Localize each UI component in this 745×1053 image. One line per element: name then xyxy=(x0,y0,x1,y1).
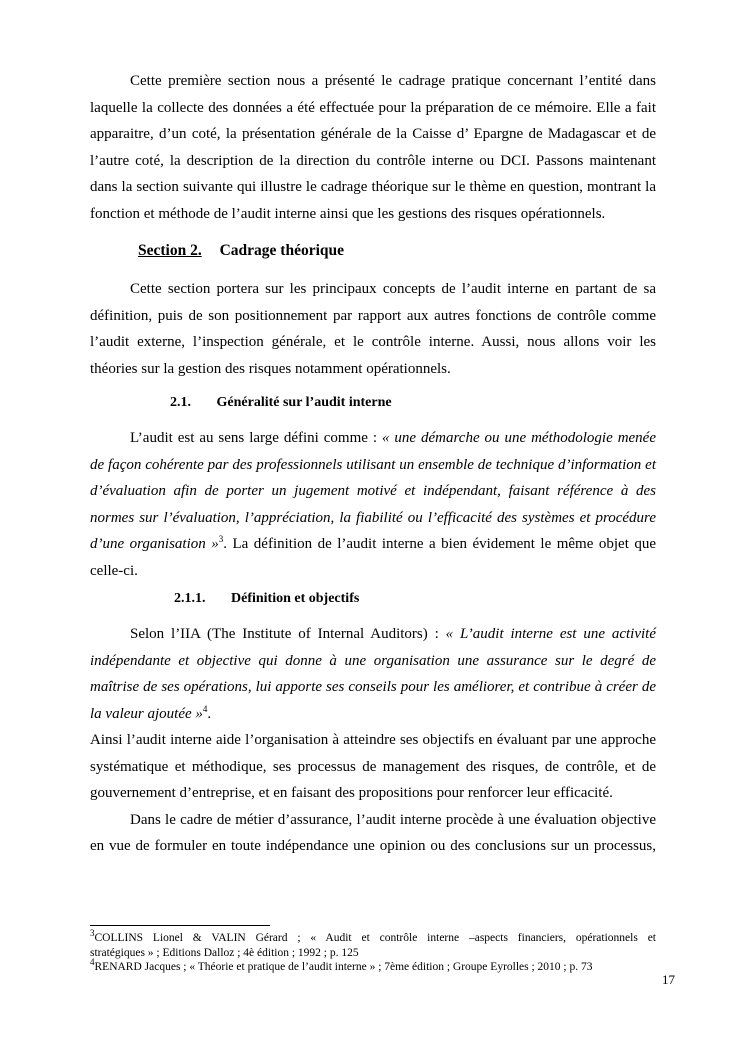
quote-text: « une démarche ou une méthodologie menée xyxy=(381,430,656,446)
footnote-line: stratégiques » ; Editions Dalloz ; 4è édition ; 1992 ; p. 125 xyxy=(90,946,359,959)
text-line: définition, puis de son positionnement par rapport aux autres fonctions de contrôle comme xyxy=(90,307,656,324)
footnote-separator xyxy=(90,925,270,926)
subsubsection-title: Définition et objectifs xyxy=(231,591,360,606)
section-title: Cadrage théorique xyxy=(219,242,345,259)
text-line: de façon cohérente par des professionnels utilisant un ensemble de technique d’information et xyxy=(90,456,656,473)
footnote-line: $^3$COLLINS Lionel & VALIN Gérard ; « Audit et contrôle interne –aspects financiers, opérationnels et xyxy=(90,928,656,944)
quote-text: « L’audit interne est une activité xyxy=(445,626,656,642)
plain-text: Selon l’IIA (The Institute of Internal Auditors) : xyxy=(130,626,446,642)
text-line: théories sur la gestion des risques notamment opérationnels. xyxy=(90,360,451,377)
section-number: Section 2. xyxy=(138,242,202,259)
s211-paragraph xyxy=(90,621,656,860)
quote-text: la valeur ajoutée » xyxy=(90,705,203,722)
subsection-title: Généralité sur l’audit interne xyxy=(216,395,392,410)
footnote xyxy=(90,957,656,975)
section-heading xyxy=(138,242,344,260)
text-line: maîtrise de ses opérations, lui apporte ses conseils pour les améliorer, et contribue à créer de xyxy=(90,679,656,695)
text-line xyxy=(90,425,656,452)
footnote xyxy=(90,928,656,960)
subsubsection-heading xyxy=(174,591,359,607)
footnote-mark: 4 xyxy=(90,957,95,968)
text-line: d’évaluation afin de porter un jugement motivé et indépendant, faisant référence à des xyxy=(90,483,656,499)
text-line: Ainsi l’audit interne aide l’organisation à atteindre ses objectifs en évaluant par une approche xyxy=(90,732,656,748)
text-line xyxy=(90,621,656,648)
text-line: dans la section suivante qui illustre le cadrage théorique sur le thème en question, montrant la xyxy=(90,179,656,195)
text-line xyxy=(90,701,656,728)
text-line: en vue de formuler en toute indépendance une opinion ou des conclusions sur un processus, xyxy=(90,838,656,854)
text-line: Cette première section nous a présenté le cadrage pratique concernant l’entité dans xyxy=(130,73,656,89)
subsection-heading xyxy=(170,395,392,411)
subsubsection-number: 2.1.1. xyxy=(174,591,206,606)
text-line: gouvernement d’entreprise, et en faisant des propositions pour renforcer leur efficacité. xyxy=(90,785,613,801)
text-line: laquelle la collecte des données a été effectuée pour la préparation de ce mémoire. Elle a fait xyxy=(90,99,656,116)
text-line: apparaitre, d’un coté, la présentation générale de la Caisse d’ Epargne de Madagascar et de xyxy=(90,126,656,142)
intro-paragraph xyxy=(90,68,656,227)
section2-paragraph xyxy=(90,276,656,382)
text-line: Dans le cadre de métier d’assurance, l’audit interne procède à une évaluation objective xyxy=(130,811,656,828)
quote-text: d’une organisation » xyxy=(90,536,219,552)
text-line: fonction et méthode de l’audit interne ainsi que les gestions des risques opérationnels. xyxy=(90,205,606,222)
text-line: Cette section portera sur les principaux concepts de l’audit interne en partant de sa xyxy=(130,281,656,297)
text-line xyxy=(90,531,656,558)
footnote-ref: 3 xyxy=(218,534,224,544)
plain-text: L’audit est au sens large défini comme : xyxy=(130,430,382,446)
footnote-ref: 4 xyxy=(202,703,208,714)
text-line: l’autre coté, la description de la direction du contrôle interne ou DCI. Passons maintenant xyxy=(90,152,656,169)
footnote-line: $^4$RENARD Jacques ; « Théorie et pratique de l’audit interne » ; 7ème édition ; Groupe Eyrolles ; 2010 ; p. 73 xyxy=(90,957,593,973)
plain-text: . xyxy=(207,705,212,722)
plain-text: . La définition de l’audit interne a bien évidement le même objet que xyxy=(223,536,656,552)
text-line: celle-ci. xyxy=(90,562,138,579)
text-line: l’audit externe, l’inspection générale, et le contrôle interne. Aussi, nous allons voir les xyxy=(90,334,656,350)
text-line: indépendante et objective qui donne à une organisation une assurance sur le degré de xyxy=(90,652,656,669)
subsection-number: 2.1. xyxy=(170,395,191,410)
text-line: systématique et méthodique, ses processus de management des risques, de contrôle, et de xyxy=(90,758,656,775)
s21-paragraph xyxy=(90,425,656,584)
text-line: normes sur l’évaluation, l’appréciation, la fiabilité ou l’efficacité des systèmes et procédure xyxy=(90,509,656,526)
footnote-mark: 3 xyxy=(90,928,95,939)
page-number: 17 xyxy=(662,972,675,987)
